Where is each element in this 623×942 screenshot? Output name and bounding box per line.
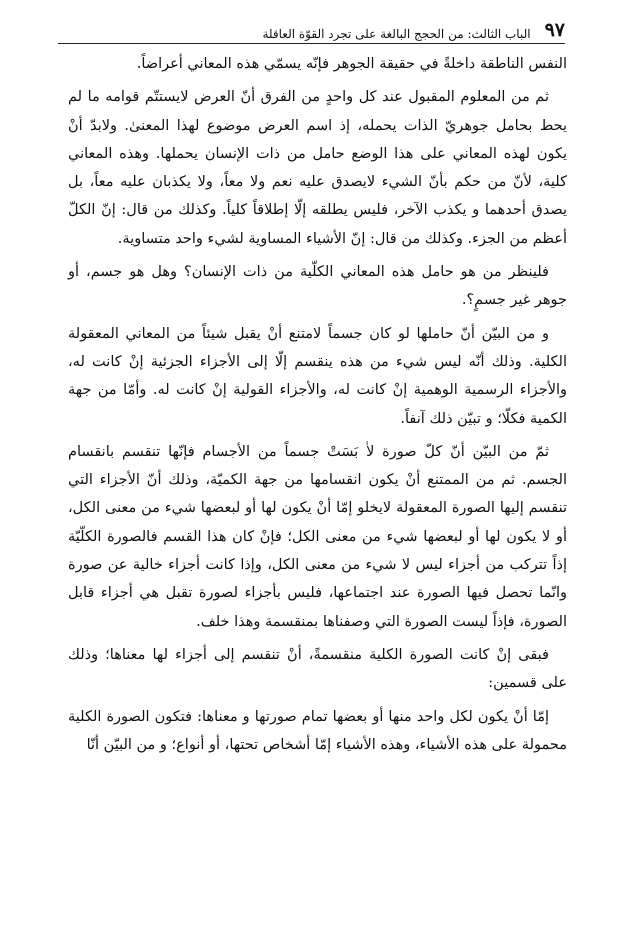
paragraph-7: إمّا أنْ يكون لكل واحد منها أو بعضها تمام صورتها و معناها: فتكون الصورة الكلية محمولة على هذه الأشياء، وهذه الأشياء إمّا أشخاص تحتها، أو أنواع؛ و من البيّن أنّا [68,708,567,753]
chapter-title: الباب الثالث: من الحجج البالغة على تجرد القوّة العاقلة [262,27,531,41]
paragraph-5: ثمّ من البيّن أنّ كلّ صورة لاٰ بَسَتْ جسماً من الأجسام فإنّها تنقسم بانقسام الجسم. ثم من الممتنع أنْ يكون انقسامها من جهة الكميّة، وذلك أنّ الأجزاء التي تنقسم إليها الصورة المعقولة لايخلو إمّا أنْ يكون لها أو لبعضها شيء من معنى الكل، أو لا يكون لها أو لبعضها شيء من معنى الكل؛ فإنْ كان هذا القسم فالصورة الكلّيّة إذاً تتركب من أجزاء ليس لا شيء من معنى الكل، وإذا كانت أجزاء خالية عن صورة وانّما تحصل فيها الصورة عند اجتماعها، فليس بأجزاء لصورة تقبل هي أجزاء قابل الصورة، فإذاً ليست الصورة التي وصفناها بمنقسمة وهذا خلف. [68,443,567,630]
body-text [68,50,567,764]
paragraph-3: فلينظر من هو حامل هذه المعاني الكلّية من ذات الإنسان؟ وهل هو جسم، أو جوهر غير جسمٍ؟. [68,264,567,309]
paragraph-2: ثم من المعلوم المقبول عند كل واحدٍ من الفرق أنّ العرض لايستتّم قوامه ما لم يحط بحامل جوهريّ الذات يحمله، إذ اسم العرض موضوع لهذا المعنىٰ. ولابدّ أنْ يكون لهذه المعاني على هذا الوضع حامل من ذات الإنسان يحملها. وهذه المعاني كلية، لأنّ من حكم بأنّ الشيء لايصدق عليه نعم ولا معاً، ولا يكذبان عليه معاً، بل يصدق أحدهما و يكذب الآخر، فليس يطلقه إلّا إطلاقاً كلياً. وكذلك من قال: إنّ الكلّ أعظم من الجزء. وكذلك من قال: إنّ الأشياء المساوية لشيء واحد متساوية. [68,89,567,247]
paragraph-4: و من البيّن أنّ حاملها لو كان جسماً لامتنع أنْ يقبل شيئاً من المعاني المعقولة الكلية. وذلك أنّه ليس شيء من هذه ينقسم إلّا إلى الأجزاء الجزئية إنْ كانت له، والأجزاء الرسمية الوهمية إنْ كانت له، والأجزاء القولية إنْ كانت له. وأمّا من جهة الكمية فكلّا؛ و تبيّن ذلك آنفاً. [68,325,567,427]
running-header [58,10,565,44]
paragraph-6: فبقى إنْ كانت الصورة الكلية منقسمةً، أنْ تنقسم إلى أجزاء لها معناها؛ وذلك على قسمين: [68,646,567,692]
page-number: ٩٧ [544,19,565,41]
paragraph-1: النفس الناطقة داخلةً في حقيقة الجوهر فإنّه يسمّي هذه المعاني أعراضاً. [136,56,567,72]
